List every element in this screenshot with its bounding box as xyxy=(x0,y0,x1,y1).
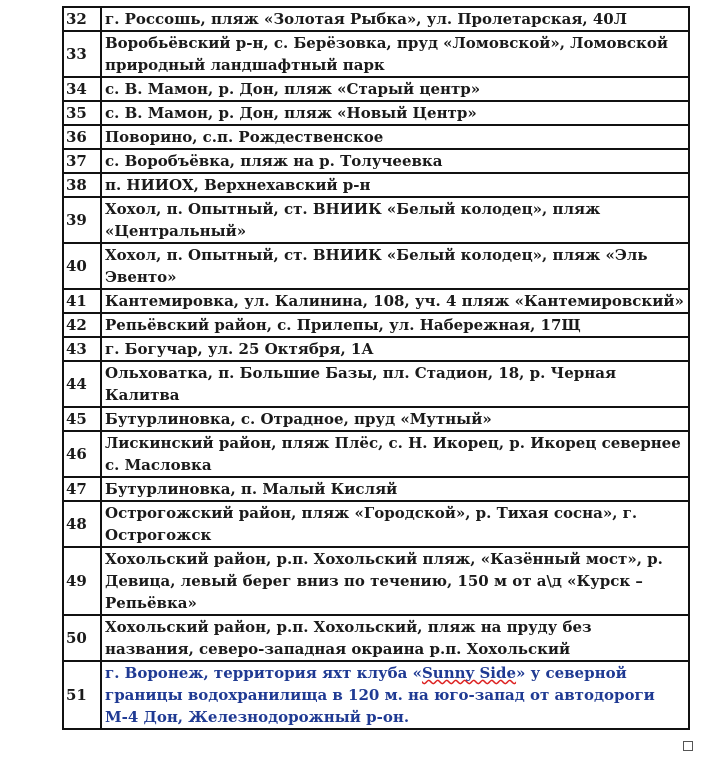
spellcheck-marked-word: Sunny Side xyxy=(421,664,517,682)
row-location: Воробьёвский р-н, с. Берёзовка, пруд «Ломовской», Ломовской природный ландшафтный парк xyxy=(101,31,689,77)
table-row xyxy=(63,615,689,661)
paragraph-end-mark xyxy=(683,741,693,751)
row-number: 40 xyxy=(63,243,101,289)
row-number: 45 xyxy=(63,407,101,431)
row-location: Лискинский район, пляж Плёс, с. Н. Икорец, р. Икорец севернее с. Масловка xyxy=(101,431,689,477)
table-row xyxy=(63,243,689,289)
table-row xyxy=(63,125,689,149)
row-number: 44 xyxy=(63,361,101,407)
row-number: 37 xyxy=(63,149,101,173)
row-location: с. В. Мамон, р. Дон, пляж «Старый центр» xyxy=(101,77,689,101)
row-location: п. НИИОХ, Верхнехавский р-н xyxy=(101,173,689,197)
row-location: г. Россошь, пляж «Золотая Рыбка», ул. Пролетарская, 40Л xyxy=(101,7,689,31)
row-number: 33 xyxy=(63,31,101,77)
row-number: 49 xyxy=(63,547,101,615)
row-location: г. Богучар, ул. 25 Октября, 1А xyxy=(101,337,689,361)
row-location: Хохол, п. Опытный, ст. ВНИИК «Белый колодец», пляж «Эль Эвенто» xyxy=(101,243,689,289)
table-row xyxy=(63,501,689,547)
beach-locations-table xyxy=(62,6,690,730)
table-row xyxy=(63,77,689,101)
row-number: 32 xyxy=(63,7,101,31)
row-location: Репьёвский район, с. Прилепы, ул. Набережная, 17Щ xyxy=(101,313,689,337)
row-number: 46 xyxy=(63,431,101,477)
row-number: 42 xyxy=(63,313,101,337)
table-row xyxy=(63,337,689,361)
row-location: Хохольский район, р.п. Хохольский, пляж на пруду без названия, северо-западная окраина р.п. Хохольский xyxy=(101,615,689,661)
row-location xyxy=(101,661,689,729)
table-row xyxy=(63,149,689,173)
row-number: 39 xyxy=(63,197,101,243)
row-location: Кантемировка, ул. Калинина, 108, уч. 4 пляж «Кантемировский» xyxy=(101,289,689,313)
row-number: 48 xyxy=(63,501,101,547)
location-text-before: г. Воронеж, территория яхт клуба « xyxy=(105,664,422,682)
row-number: 51 xyxy=(63,661,101,729)
row-number: 43 xyxy=(63,337,101,361)
row-number: 35 xyxy=(63,101,101,125)
row-number: 34 xyxy=(63,77,101,101)
row-number: 36 xyxy=(63,125,101,149)
row-number: 41 xyxy=(63,289,101,313)
table-row xyxy=(63,407,689,431)
row-location: Острогожский район, пляж «Городской», р. Тихая сосна», г. Острогожск xyxy=(101,501,689,547)
row-number: 50 xyxy=(63,615,101,661)
row-location: Ольховатка, п. Большие Базы, пл. Стадион, 18, р. Черная Калитва xyxy=(101,361,689,407)
table-row xyxy=(63,289,689,313)
row-location: Хохольский район, р.п. Хохольский пляж, «Казённый мост», р. Девица, левый берег вниз по течению, 150 м от а\д «Курск – Репьёвка» xyxy=(101,547,689,615)
table-row xyxy=(63,477,689,501)
table-row xyxy=(63,7,689,31)
table-row xyxy=(63,197,689,243)
table-row xyxy=(63,547,689,615)
table-row xyxy=(63,361,689,407)
row-location: с. В. Мамон, р. Дон, пляж «Новый Центр» xyxy=(101,101,689,125)
row-location: Хохол, п. Опытный, ст. ВНИИК «Белый колодец», пляж «Центральный» xyxy=(101,197,689,243)
row-location: Поворино, с.п. Рождественское xyxy=(101,125,689,149)
table-row xyxy=(63,313,689,337)
row-location: Бутурлиновка, с. Отрадное, пруд «Мутный» xyxy=(101,407,689,431)
table-body xyxy=(63,7,689,729)
table-row xyxy=(63,173,689,197)
table-row xyxy=(63,431,689,477)
table-row xyxy=(63,31,689,77)
table-row-51 xyxy=(63,661,689,729)
location-text-after: » у северной границы водохранилища в 120 м. на юго-запад от автодороги М-4 Дон, Железнодорожный р-он. xyxy=(105,664,655,726)
row-number: 47 xyxy=(63,477,101,501)
row-location: Бутурлиновка, п. Малый Кисляй xyxy=(101,477,689,501)
row-location: с. Воробъёвка, пляж на р. Толучеевка xyxy=(101,149,689,173)
table-row xyxy=(63,101,689,125)
row-number: 38 xyxy=(63,173,101,197)
